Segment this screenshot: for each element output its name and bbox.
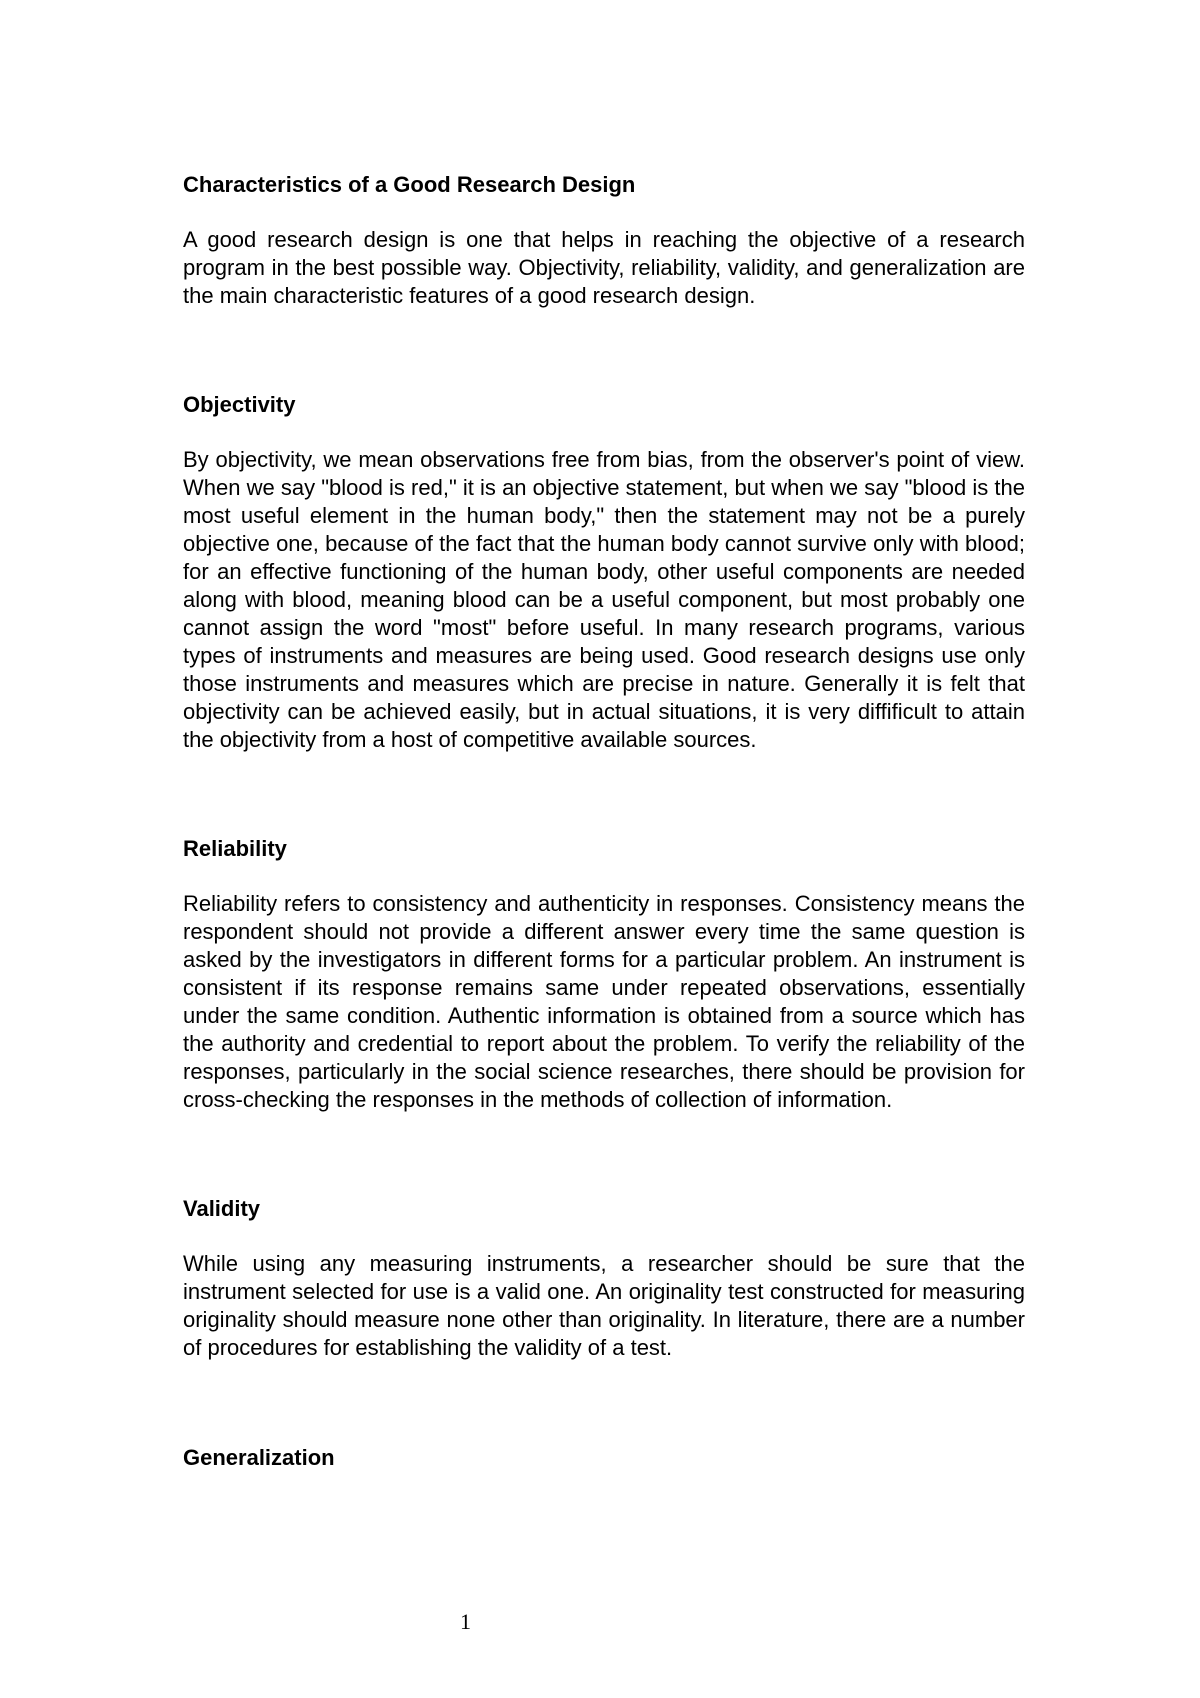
section-heading-generalization: Generalization bbox=[183, 1445, 335, 1470]
intro-paragraph: A good research design is one that helps in reaching the objective of a research program in the best possible way. Objectivity, reliability, validity, and generalization are the main characteristic features of a good research design. bbox=[183, 227, 1025, 308]
section-heading-objectivity: Objectivity bbox=[183, 392, 296, 417]
section-heading-validity: Validity bbox=[183, 1196, 261, 1221]
section-body-reliability: Reliability refers to consistency and authenticity in responses. Consistency means the respondent should not provide a different answer every time the same question is asked by the investigators in different forms for a particular problem. An instrument is consistent if its response remains same under repeated observations, essentially under the same condition. Authentic information is obtained from a source which has the authority and credential to report about the problem. To verify the reliability of the responses, particularly in the social science researches, there should be provision for cross-checking the responses in the methods of collection of information. bbox=[183, 891, 1025, 1112]
section-heading-reliability: Reliability bbox=[183, 836, 287, 861]
document-title: Characteristics of a Good Research Design bbox=[183, 172, 636, 197]
section-body-validity: While using any measuring instruments, a researcher should be sure that the instrument selected for use is a valid one. An originality test constructed for measuring originality should measure none other than originality. In literature, there are a number of procedures for establishing the validity of a test. bbox=[183, 1251, 1025, 1360]
page-number: 1 bbox=[460, 1609, 471, 1634]
document-page bbox=[183, 171, 1025, 1472]
section-body-objectivity: By objectivity, we mean observations free from bias, from the observer's point of view. When we say "blood is red," it is an objective statement, but when we say "blood is the most useful element in the human body," then the statement may not be a purely objective one, because of the fact that the human body cannot survive only with blood; for an effective functioning of the human body, other useful components are needed along with blood, meaning blood can be a useful component, but most probably one cannot assign the word "most" before useful. In many research programs, various types of instruments and measures are being used. Good research designs use only those instruments and measures which are precise in nature. Generally it is felt that objectivity can be achieved easily, but in actual situations, it is very diffificult to attain the objectivity from a host of competitive available sources. bbox=[183, 447, 1025, 752]
